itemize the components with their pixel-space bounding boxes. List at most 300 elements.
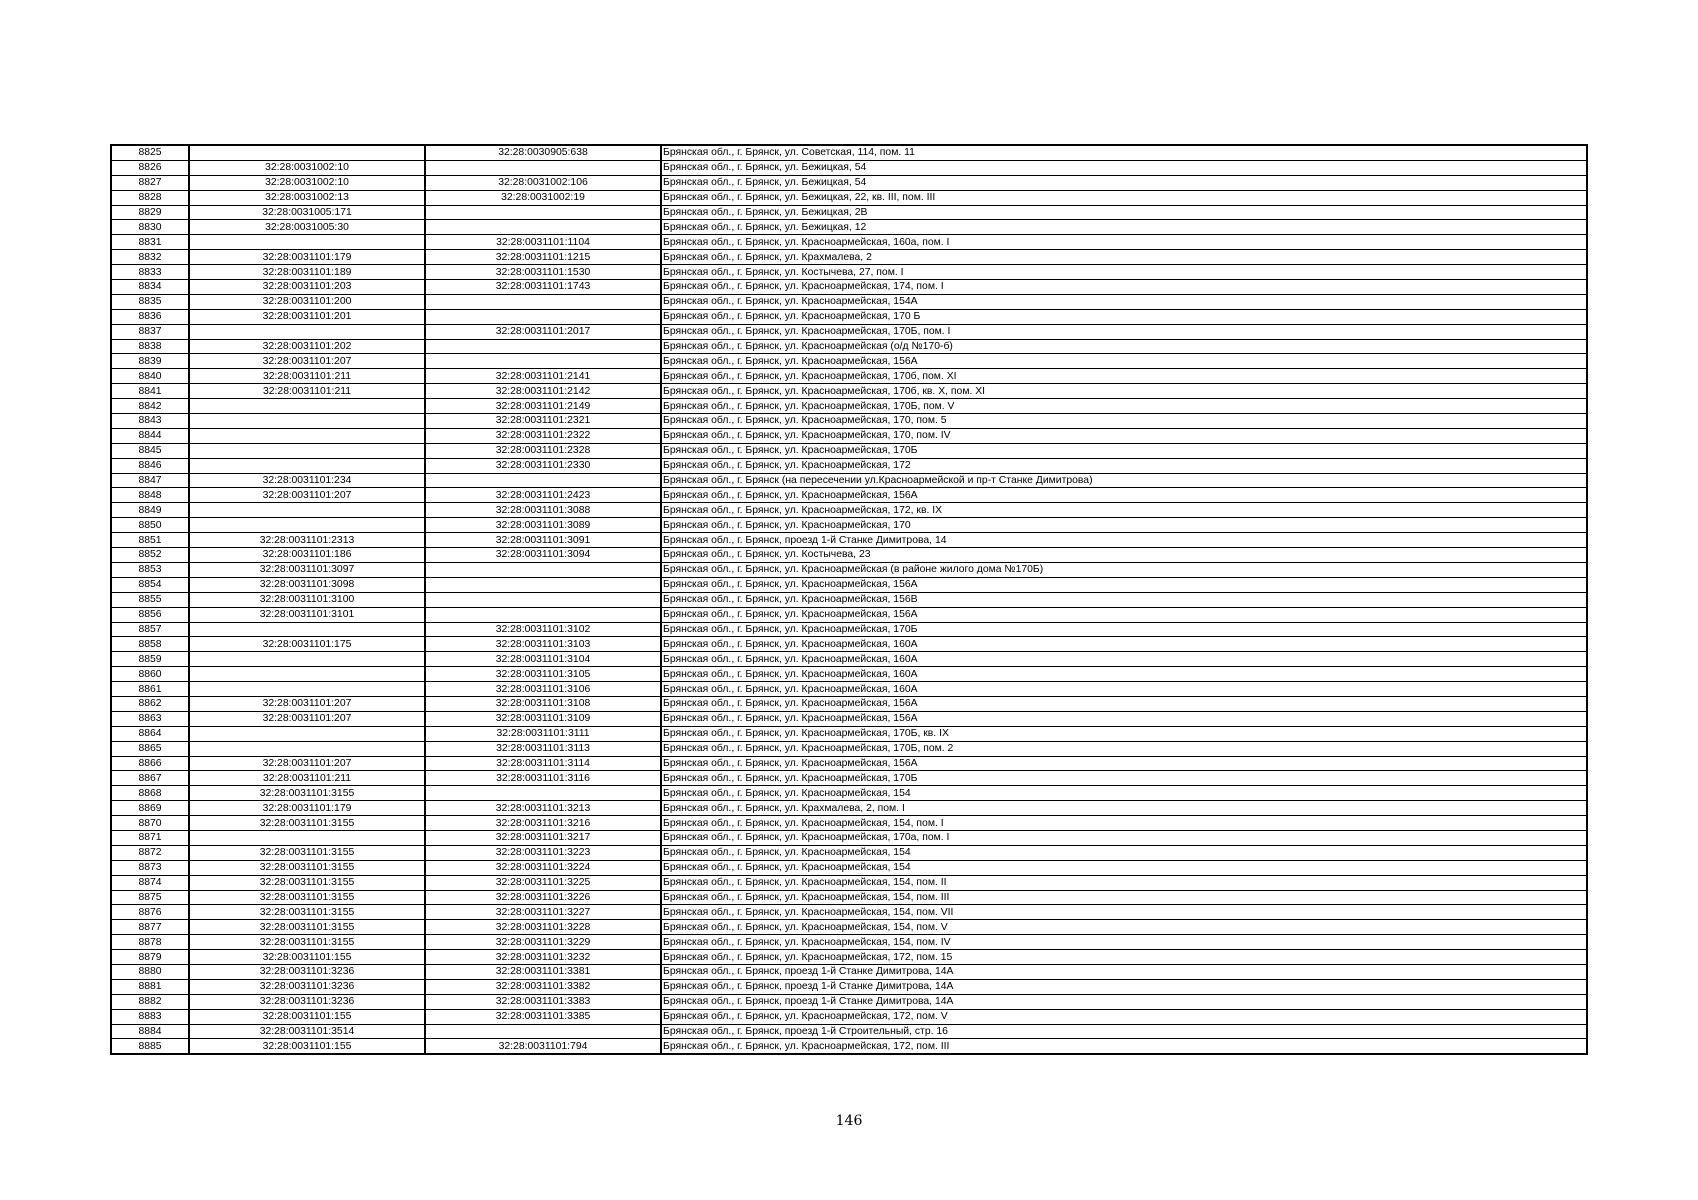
- object-address: Брянская обл., г. Брянск, ул. Красноармейская, 170Б: [661, 771, 1587, 786]
- table-row: [111, 935, 1587, 950]
- row-number: 8884: [111, 1024, 189, 1039]
- object-address: Брянская обл., г. Брянск, ул. Красноармейская, 172, кв. IX: [661, 503, 1587, 518]
- table-row: [111, 384, 1587, 399]
- row-number: 8831: [111, 235, 189, 250]
- table-row: [111, 533, 1587, 548]
- row-number: 8855: [111, 592, 189, 607]
- table-row: [111, 816, 1587, 831]
- table-row: [111, 280, 1587, 295]
- object-cadastral-number: 32:28:0031101:3102: [425, 622, 661, 637]
- table-row: [111, 577, 1587, 592]
- row-number: 8878: [111, 935, 189, 950]
- object-address: Брянская обл., г. Брянск, ул. Красноармейская, 172, пом. 15: [661, 950, 1587, 965]
- row-number: 8874: [111, 875, 189, 890]
- land-cadastral-number: [189, 235, 425, 250]
- land-cadastral-number: [189, 443, 425, 458]
- row-number: 8825: [111, 145, 189, 160]
- object-address: Брянская обл., г. Брянск, ул. Красноармейская, 174, пом. I: [661, 280, 1587, 295]
- object-cadastral-number: 32:28:0031101:3089: [425, 518, 661, 533]
- land-cadastral-number: 32:28:0031101:207: [189, 711, 425, 726]
- object-cadastral-number: 32:28:0031101:2017: [425, 324, 661, 339]
- table-row: [111, 786, 1587, 801]
- table-row: [111, 428, 1587, 443]
- object-cadastral-number: 32:28:0031101:3223: [425, 845, 661, 860]
- object-cadastral-number: [425, 592, 661, 607]
- table-row: [111, 160, 1587, 175]
- land-cadastral-number: 32:28:0031101:179: [189, 801, 425, 816]
- row-number: 8853: [111, 562, 189, 577]
- object-address: Брянская обл., г. Брянск, ул. Красноармейская, 170, пом. 5: [661, 414, 1587, 429]
- object-address: Брянская обл., г. Брянск, ул. Красноармейская, 156А: [661, 607, 1587, 622]
- object-cadastral-number: 32:28:0031101:3094: [425, 548, 661, 563]
- table-row: [111, 235, 1587, 250]
- object-address: Брянская обл., г. Брянск, ул. Красноармейская, 170: [661, 518, 1587, 533]
- table-row: [111, 294, 1587, 309]
- row-number: 8856: [111, 607, 189, 622]
- object-cadastral-number: 32:28:0031101:2141: [425, 369, 661, 384]
- row-number: 8847: [111, 473, 189, 488]
- land-cadastral-number: 32:28:0031101:203: [189, 280, 425, 295]
- object-address: Брянская обл., г. Брянск, ул. Красноармейская, 156А: [661, 756, 1587, 771]
- object-cadastral-number: 32:28:0031101:2330: [425, 458, 661, 473]
- object-address: Брянская обл., г. Брянск, ул. Красноармейская, 154, пом. I: [661, 816, 1587, 831]
- object-cadastral-number: 32:28:0031101:3108: [425, 696, 661, 711]
- object-cadastral-number: [425, 354, 661, 369]
- table-row: [111, 488, 1587, 503]
- row-number: 8852: [111, 548, 189, 563]
- object-cadastral-number: [425, 607, 661, 622]
- object-cadastral-number: 32:28:0031101:1743: [425, 280, 661, 295]
- row-number: 8832: [111, 250, 189, 265]
- object-address: Брянская обл., г. Брянск, ул. Бежицкая, 22, кв. III, пом. III: [661, 190, 1587, 205]
- row-number: 8881: [111, 979, 189, 994]
- row-number: 8841: [111, 384, 189, 399]
- object-cadastral-number: 32:28:0031002:106: [425, 175, 661, 190]
- object-cadastral-number: 32:28:0031101:3229: [425, 935, 661, 950]
- object-address: Брянская обл., г. Брянск, ул. Красноармейская, 156А: [661, 711, 1587, 726]
- row-number: 8846: [111, 458, 189, 473]
- object-address: Брянская обл., г. Брянск, ул. Костычева, 23: [661, 548, 1587, 563]
- table-row: [111, 145, 1587, 160]
- row-number: 8858: [111, 637, 189, 652]
- object-cadastral-number: [425, 294, 661, 309]
- table-row: [111, 324, 1587, 339]
- land-cadastral-number: 32:28:0031101:3155: [189, 890, 425, 905]
- object-address: Брянская обл., г. Брянск, ул. Красноармейская, 170Б: [661, 443, 1587, 458]
- land-cadastral-number: 32:28:0031101:3236: [189, 964, 425, 979]
- land-cadastral-number: 32:28:0031101:211: [189, 369, 425, 384]
- table-row: [111, 562, 1587, 577]
- object-address: Брянская обл., г. Брянск, ул. Красноармейская, 160А: [661, 637, 1587, 652]
- object-address: Брянская обл., г. Брянск, ул. Бежицкая, 2В: [661, 205, 1587, 220]
- table-row: [111, 309, 1587, 324]
- object-cadastral-number: 32:28:0031101:3104: [425, 652, 661, 667]
- row-number: 8850: [111, 518, 189, 533]
- land-cadastral-number: 32:28:0031101:3155: [189, 845, 425, 860]
- row-number: 8833: [111, 265, 189, 280]
- row-number: 8838: [111, 339, 189, 354]
- object-address: Брянская обл., г. Брянск, ул. Красноармейская, 172, пом. V: [661, 1009, 1587, 1024]
- table-row: [111, 622, 1587, 637]
- object-cadastral-number: [425, 473, 661, 488]
- object-address: Брянская обл., г. Брянск, ул. Красноармейская, 160А: [661, 652, 1587, 667]
- object-address: Брянская обл., г. Брянск, проезд 1-й Станке Димитрова, 14А: [661, 994, 1587, 1009]
- object-cadastral-number: 32:28:0031101:2149: [425, 399, 661, 414]
- row-number: 8844: [111, 428, 189, 443]
- object-address: Брянская обл., г. Брянск, ул. Красноармейская, 154: [661, 845, 1587, 860]
- land-cadastral-number: 32:28:0031101:211: [189, 384, 425, 399]
- object-address: Брянская обл., г. Брянск, ул. Красноармейская, 156А: [661, 696, 1587, 711]
- table-row: [111, 830, 1587, 845]
- land-cadastral-number: [189, 518, 425, 533]
- row-number: 8848: [111, 488, 189, 503]
- table-row: [111, 205, 1587, 220]
- object-cadastral-number: 32:28:0031101:3091: [425, 533, 661, 548]
- row-number: 8839: [111, 354, 189, 369]
- object-cadastral-number: 32:28:0031101:3225: [425, 875, 661, 890]
- land-cadastral-number: [189, 324, 425, 339]
- object-address: Брянская обл., г. Брянск, ул. Красноармейская, 160а, пом. I: [661, 235, 1587, 250]
- object-cadastral-number: 32:28:0031101:3114: [425, 756, 661, 771]
- row-number: 8870: [111, 816, 189, 831]
- land-cadastral-number: 32:28:0031002:10: [189, 160, 425, 175]
- object-address: Брянская обл., г. Брянск, ул. Красноармейская, 160А: [661, 667, 1587, 682]
- land-cadastral-number: 32:28:0031101:3514: [189, 1024, 425, 1039]
- object-address: Брянская обл., г. Брянск, ул. Красноармейская, 156В: [661, 592, 1587, 607]
- object-cadastral-number: [425, 339, 661, 354]
- row-number: 8862: [111, 696, 189, 711]
- land-cadastral-number: 32:28:0031101:3155: [189, 920, 425, 935]
- table-row: [111, 711, 1587, 726]
- row-number: 8834: [111, 280, 189, 295]
- row-number: 8836: [111, 309, 189, 324]
- table-row: [111, 860, 1587, 875]
- row-number: 8863: [111, 711, 189, 726]
- row-number: 8854: [111, 577, 189, 592]
- page-number: 146: [835, 1113, 863, 1129]
- table-row: [111, 503, 1587, 518]
- object-cadastral-number: [425, 205, 661, 220]
- object-cadastral-number: 32:28:0031002:19: [425, 190, 661, 205]
- table-row: [111, 607, 1587, 622]
- row-number: 8861: [111, 682, 189, 697]
- land-cadastral-number: [189, 414, 425, 429]
- object-address: Брянская обл., г. Брянск, ул. Красноармейская, 156А: [661, 577, 1587, 592]
- object-address: Брянская обл., г. Брянск, ул. Бежицкая, 12: [661, 220, 1587, 235]
- row-number: 8885: [111, 1039, 189, 1054]
- table-row: [111, 220, 1587, 235]
- object-address: Брянская обл., г. Брянск, ул. Красноармейская, 170а, пом. I: [661, 830, 1587, 845]
- object-cadastral-number: 32:28:0031101:3228: [425, 920, 661, 935]
- object-address: Брянская обл., г. Брянск, ул. Красноармейская, 154А: [661, 294, 1587, 309]
- land-cadastral-number: 32:28:0031101:207: [189, 756, 425, 771]
- object-cadastral-number: 32:28:0031101:2423: [425, 488, 661, 503]
- object-address: Брянская обл., г. Брянск, ул. Красноармейская, 170 Б: [661, 309, 1587, 324]
- table-row: [111, 964, 1587, 979]
- object-address: Брянская обл., г. Брянск, ул. Красноармейская, 172: [661, 458, 1587, 473]
- object-cadastral-number: [425, 160, 661, 175]
- object-cadastral-number: 32:28:0031101:3105: [425, 667, 661, 682]
- row-number: 8851: [111, 533, 189, 548]
- row-number: 8868: [111, 786, 189, 801]
- table-row: [111, 741, 1587, 756]
- object-address: Брянская обл., г. Брянск, ул. Красноармейская, 172, пом. III: [661, 1039, 1587, 1054]
- table-row: [111, 845, 1587, 860]
- object-address: Брянская обл., г. Брянск, ул. Красноармейская, 170Б, пом. 2: [661, 741, 1587, 756]
- land-cadastral-number: [189, 622, 425, 637]
- land-cadastral-number: 32:28:0031101:200: [189, 294, 425, 309]
- row-number: 8883: [111, 1009, 189, 1024]
- land-cadastral-number: 32:28:0031101:186: [189, 548, 425, 563]
- table-row: [111, 443, 1587, 458]
- table-row: [111, 592, 1587, 607]
- table-row: [111, 920, 1587, 935]
- object-cadastral-number: 32:28:0031101:3216: [425, 816, 661, 831]
- table-row: [111, 890, 1587, 905]
- land-cadastral-number: 32:28:0031101:3236: [189, 994, 425, 1009]
- row-number: 8879: [111, 950, 189, 965]
- land-cadastral-number: 32:28:0031101:155: [189, 1039, 425, 1054]
- object-address: Брянская обл., г. Брянск, проезд 1-й Станке Димитрова, 14: [661, 533, 1587, 548]
- land-cadastral-number: [189, 652, 425, 667]
- table-row: [111, 652, 1587, 667]
- object-cadastral-number: 32:28:0031101:3217: [425, 830, 661, 845]
- row-number: 8867: [111, 771, 189, 786]
- land-cadastral-number: [189, 667, 425, 682]
- object-cadastral-number: [425, 1024, 661, 1039]
- table-row: [111, 696, 1587, 711]
- land-cadastral-number: 32:28:0031101:155: [189, 1009, 425, 1024]
- land-cadastral-number: 32:28:0031002:10: [189, 175, 425, 190]
- table-row: [111, 1039, 1587, 1054]
- table-row: [111, 339, 1587, 354]
- land-cadastral-number: [189, 741, 425, 756]
- land-cadastral-number: 32:28:0031101:3236: [189, 979, 425, 994]
- row-number: 8859: [111, 652, 189, 667]
- land-cadastral-number: [189, 399, 425, 414]
- table-row: [111, 905, 1587, 920]
- row-number: 8880: [111, 964, 189, 979]
- row-number: 8864: [111, 726, 189, 741]
- object-cadastral-number: 32:28:0031101:2322: [425, 428, 661, 443]
- object-cadastral-number: 32:28:0031101:3232: [425, 950, 661, 965]
- row-number: 8877: [111, 920, 189, 935]
- object-address: Брянская обл., г. Брянск, ул. Красноармейская, 170Б, пом. I: [661, 324, 1587, 339]
- row-number: 8826: [111, 160, 189, 175]
- row-number: 8843: [111, 414, 189, 429]
- row-number: 8837: [111, 324, 189, 339]
- row-number: 8840: [111, 369, 189, 384]
- row-number: 8882: [111, 994, 189, 1009]
- object-cadastral-number: 32:28:0031101:3381: [425, 964, 661, 979]
- land-cadastral-number: [189, 682, 425, 697]
- object-cadastral-number: 32:28:0031101:3226: [425, 890, 661, 905]
- object-address: Брянская обл., г. Брянск, ул. Красноармейская, 154, пом. VII: [661, 905, 1587, 920]
- land-cadastral-number: 32:28:0031005:30: [189, 220, 425, 235]
- registry-table: [110, 144, 1588, 1055]
- object-cadastral-number: 32:28:0031101:3385: [425, 1009, 661, 1024]
- table-row: [111, 875, 1587, 890]
- row-number: 8845: [111, 443, 189, 458]
- object-address: Брянская обл., г. Брянск, ул. Красноармейская, 154: [661, 860, 1587, 875]
- row-number: 8865: [111, 741, 189, 756]
- object-address: Брянская обл., г. Брянск, ул. Красноармейская, 154, пом. IV: [661, 935, 1587, 950]
- land-cadastral-number: 32:28:0031101:3155: [189, 860, 425, 875]
- table-row: [111, 979, 1587, 994]
- object-cadastral-number: 32:28:0031101:3116: [425, 771, 661, 786]
- object-cadastral-number: 32:28:0031101:3382: [425, 979, 661, 994]
- object-address: Брянская обл., г. Брянск, ул. Красноармейская, 154, пом. V: [661, 920, 1587, 935]
- land-cadastral-number: [189, 503, 425, 518]
- land-cadastral-number: [189, 428, 425, 443]
- table-row: [111, 175, 1587, 190]
- object-address: Брянская обл., г. Брянск, ул. Красноармейская, 170б, пом. XI: [661, 369, 1587, 384]
- row-number: 8857: [111, 622, 189, 637]
- row-number: 8827: [111, 175, 189, 190]
- object-cadastral-number: 32:28:0031101:3383: [425, 994, 661, 1009]
- object-address: Брянская обл., г. Брянск, ул. Красноармейская, 170Б: [661, 622, 1587, 637]
- land-cadastral-number: 32:28:0031101:201: [189, 309, 425, 324]
- land-cadastral-number: 32:28:0031101:3155: [189, 875, 425, 890]
- object-address: Брянская обл., г. Брянск, ул. Костычева, 27, пом. I: [661, 265, 1587, 280]
- table-row: [111, 190, 1587, 205]
- land-cadastral-number: 32:28:0031101:3101: [189, 607, 425, 622]
- object-cadastral-number: 32:28:0031101:2321: [425, 414, 661, 429]
- object-cadastral-number: 32:28:0031101:3109: [425, 711, 661, 726]
- object-address: Брянская обл., г. Брянск, ул. Красноармейская, 154, пом. III: [661, 890, 1587, 905]
- row-number: 8875: [111, 890, 189, 905]
- object-address: Брянская обл., г. Брянск, ул. Советская, 114, пом. 11: [661, 145, 1587, 160]
- object-address: Брянская обл., г. Брянск, ул. Красноармейская (в районе жилого дома №170Б): [661, 562, 1587, 577]
- land-cadastral-number: 32:28:0031101:189: [189, 265, 425, 280]
- object-cadastral-number: 32:28:0031101:3113: [425, 741, 661, 756]
- row-number: 8828: [111, 190, 189, 205]
- table-row: [111, 518, 1587, 533]
- land-cadastral-number: 32:28:0031101:207: [189, 488, 425, 503]
- table-row: [111, 473, 1587, 488]
- object-cadastral-number: 32:28:0030905:638: [425, 145, 661, 160]
- object-cadastral-number: 32:28:0031101:3088: [425, 503, 661, 518]
- land-cadastral-number: 32:28:0031101:3098: [189, 577, 425, 592]
- land-cadastral-number: 32:28:0031101:3155: [189, 905, 425, 920]
- table-row: [111, 771, 1587, 786]
- table-row: [111, 726, 1587, 741]
- table-row: [111, 801, 1587, 816]
- row-number: 8876: [111, 905, 189, 920]
- table-row: [111, 994, 1587, 1009]
- row-number: 8866: [111, 756, 189, 771]
- object-cadastral-number: 32:28:0031101:3106: [425, 682, 661, 697]
- land-cadastral-number: 32:28:0031101:207: [189, 696, 425, 711]
- land-cadastral-number: 32:28:0031101:155: [189, 950, 425, 965]
- table-row: [111, 399, 1587, 414]
- object-address: Брянская обл., г. Брянск, ул. Красноармейская, 156А: [661, 488, 1587, 503]
- land-cadastral-number: 32:28:0031101:2313: [189, 533, 425, 548]
- table-row: [111, 458, 1587, 473]
- land-cadastral-number: 32:28:0031101:211: [189, 771, 425, 786]
- object-address: Брянская обл., г. Брянск, ул. Красноармейская, 156А: [661, 354, 1587, 369]
- table-row: [111, 682, 1587, 697]
- table-row: [111, 414, 1587, 429]
- table-row: [111, 369, 1587, 384]
- row-number: 8842: [111, 399, 189, 414]
- land-cadastral-number: 32:28:0031005:171: [189, 205, 425, 220]
- table-row: [111, 756, 1587, 771]
- row-number: 8869: [111, 801, 189, 816]
- object-address: Брянская обл., г. Брянск, ул. Красноармейская, 160А: [661, 682, 1587, 697]
- registry-table-body: [111, 145, 1587, 1054]
- row-number: 8835: [111, 294, 189, 309]
- row-number: 8860: [111, 667, 189, 682]
- table-row: [111, 354, 1587, 369]
- object-address: Брянская обл., г. Брянск, ул. Красноармейская, 170, пом. IV: [661, 428, 1587, 443]
- land-cadastral-number: 32:28:0031101:202: [189, 339, 425, 354]
- table-row: [111, 667, 1587, 682]
- row-number: 8829: [111, 205, 189, 220]
- table-row: [111, 1009, 1587, 1024]
- object-address: Брянская обл., г. Брянск, ул. Красноармейская, 170Б, пом. V: [661, 399, 1587, 414]
- land-cadastral-number: [189, 145, 425, 160]
- land-cadastral-number: [189, 830, 425, 845]
- land-cadastral-number: 32:28:0031101:3155: [189, 935, 425, 950]
- object-cadastral-number: 32:28:0031101:1530: [425, 265, 661, 280]
- object-cadastral-number: 32:28:0031101:1104: [425, 235, 661, 250]
- object-cadastral-number: 32:28:0031101:3103: [425, 637, 661, 652]
- land-cadastral-number: 32:28:0031101:3100: [189, 592, 425, 607]
- object-cadastral-number: 32:28:0031101:794: [425, 1039, 661, 1054]
- table-row: [111, 637, 1587, 652]
- object-address: Брянская обл., г. Брянск, ул. Красноармейская (о/д №170-б): [661, 339, 1587, 354]
- object-address: Брянская обл., г. Брянск, проезд 1-й Станке Димитрова, 14А: [661, 964, 1587, 979]
- object-cadastral-number: 32:28:0031101:3213: [425, 801, 661, 816]
- land-cadastral-number: 32:28:0031101:3155: [189, 786, 425, 801]
- object-address: Брянская обл., г. Брянск, ул. Красноармейская, 154, пом. II: [661, 875, 1587, 890]
- land-cadastral-number: [189, 726, 425, 741]
- object-cadastral-number: [425, 577, 661, 592]
- row-number: 8830: [111, 220, 189, 235]
- land-cadastral-number: 32:28:0031101:3155: [189, 816, 425, 831]
- object-address: Брянская обл., г. Брянск, проезд 1-й Строительный, стр. 16: [661, 1024, 1587, 1039]
- row-number: 8872: [111, 845, 189, 860]
- object-address: Брянская обл., г. Брянск, ул. Крахмалева, 2: [661, 250, 1587, 265]
- land-cadastral-number: 32:28:0031101:234: [189, 473, 425, 488]
- object-cadastral-number: 32:28:0031101:3111: [425, 726, 661, 741]
- object-address: Брянская обл., г. Брянск, ул. Крахмалева, 2, пом. I: [661, 801, 1587, 816]
- object-address: Брянская обл., г. Брянск, проезд 1-й Станке Димитрова, 14А: [661, 979, 1587, 994]
- object-cadastral-number: [425, 562, 661, 577]
- object-cadastral-number: 32:28:0031101:3224: [425, 860, 661, 875]
- table-row: [111, 250, 1587, 265]
- land-cadastral-number: 32:28:0031101:175: [189, 637, 425, 652]
- table-row: [111, 548, 1587, 563]
- land-cadastral-number: 32:28:0031101:3097: [189, 562, 425, 577]
- row-number: 8849: [111, 503, 189, 518]
- land-cadastral-number: [189, 458, 425, 473]
- object-cadastral-number: 32:28:0031101:2142: [425, 384, 661, 399]
- land-cadastral-number: 32:28:0031002:13: [189, 190, 425, 205]
- land-cadastral-number: 32:28:0031101:207: [189, 354, 425, 369]
- land-cadastral-number: 32:28:0031101:179: [189, 250, 425, 265]
- object-address: Брянская обл., г. Брянск, ул. Красноармейская, 170б, кв. X, пом. XI: [661, 384, 1587, 399]
- object-cadastral-number: [425, 309, 661, 324]
- object-address: Брянская обл., г. Брянск, ул. Красноармейская, 170Б, кв. IX: [661, 726, 1587, 741]
- row-number: 8873: [111, 860, 189, 875]
- object-address: Брянская обл., г. Брянск, ул. Бежицкая, 54: [661, 160, 1587, 175]
- object-cadastral-number: 32:28:0031101:1215: [425, 250, 661, 265]
- object-address: Брянская обл., г. Брянск (на пересечении ул.Красноармейской и пр-т Станке Димитрова): [661, 473, 1587, 488]
- object-cadastral-number: 32:28:0031101:3227: [425, 905, 661, 920]
- object-cadastral-number: [425, 786, 661, 801]
